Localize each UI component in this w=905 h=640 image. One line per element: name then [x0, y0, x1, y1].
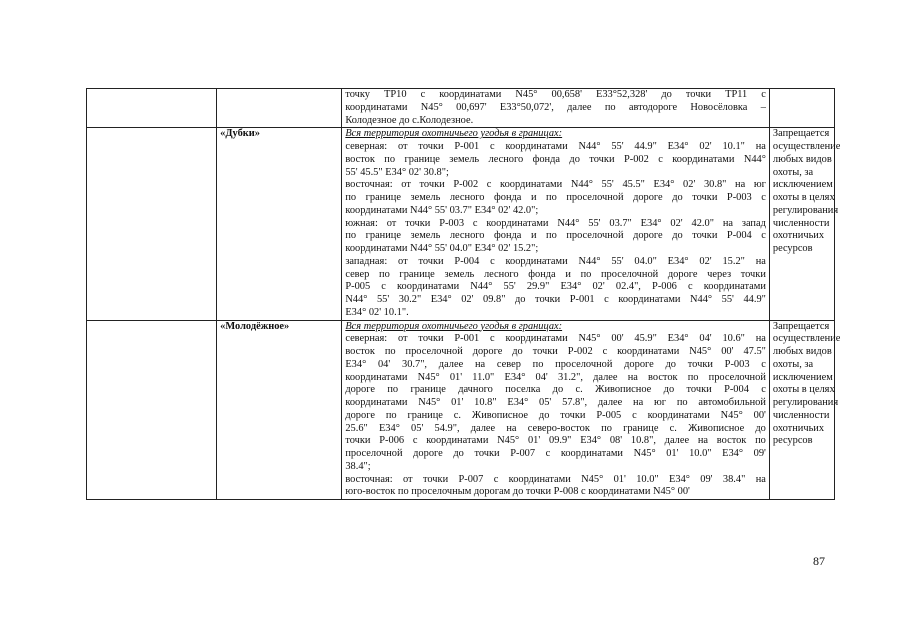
- boundary-line: 55' 45.5" E34° 02' 30.8";: [345, 166, 449, 178]
- boundary-line: север по границе земель лесного фонда и по проселочной дороге через точки: [345, 268, 766, 280]
- restriction-line: исключением: [772, 371, 833, 383]
- restriction-cell: [769, 128, 841, 320]
- boundary-line: 38.4";: [345, 460, 371, 472]
- boundary-line: координатами N44° 55' 04.0" E34° 02' 15.2";: [345, 243, 539, 254]
- ground-name: «Молодёжное»: [220, 320, 290, 332]
- ground-name-cell: [217, 320, 342, 500]
- boundary-line: северная: от точки Р-001 с координатами N44° 55' 44.9" E34° 02' 10.1" на: [345, 141, 766, 152]
- ground-name: «Дубки»: [220, 128, 260, 140]
- restriction-line: охоты в целях: [772, 384, 835, 396]
- boundary-line: N44° 55' 30.2" E34° 02' 09.8" до точки Р-001 с координатами N44° 55' 44.9": [345, 294, 766, 305]
- boundary-line: E34° 02' 10.1".: [345, 306, 409, 318]
- boundary-line: E34° 04' 30.7", далее на север по проселочной дороге до точки Р-003 с: [345, 358, 766, 370]
- boundary-description-cell: [342, 320, 770, 500]
- boundary-description-cell: [342, 89, 770, 128]
- boundary-line: координатами N44° 55' 03.7" E34° 02' 42.0";: [345, 204, 539, 216]
- boundary-description-cell: [342, 128, 770, 320]
- ground-name-cell: [217, 89, 342, 128]
- table-row: [87, 320, 835, 500]
- boundary-line: проселочной дороге до точки Р-007 с координатами N45° 01' 10.0" E34° 09': [345, 448, 766, 459]
- boundary-line: восточная: от точки Р-007 с координатами N45° 01' 10.0" E34° 09' 38.4" на: [345, 473, 766, 485]
- boundary-line: координатами N45° 01' 10.8" E34° 05' 57.8", далее на юг по автомобильной: [345, 397, 766, 408]
- table-row: [87, 128, 835, 320]
- restriction-line: Запрещается: [772, 128, 830, 140]
- boundary-heading: Вся территория охотничьего угодья в границах:: [345, 128, 563, 140]
- empty-cell: [87, 320, 217, 500]
- restriction-line: регулирования: [772, 204, 839, 216]
- boundary-line: восток по проселочной дороге до точки Р-002 с координатами N45° 00' 47.5": [345, 346, 766, 357]
- boundary-line: южная: от точки Р-003 с координатами N44° 55' 03.7" E34° 02' 42.0" на запад: [345, 217, 766, 229]
- boundary-line: по границе земель лесного фонда и по проселочной дороге до точки Р-004 с: [345, 230, 766, 242]
- restriction-line: осуществление: [772, 141, 841, 152]
- restriction-line: численности: [772, 217, 830, 229]
- restriction-line: исключением: [772, 179, 833, 191]
- restriction-line: охотничьих: [772, 422, 825, 434]
- boundary-line: восточная: от точки Р-002 с координатами N44° 55' 45.5" E34° 02' 30.8" на юг: [345, 179, 766, 191]
- restriction-line: осуществление: [772, 333, 841, 345]
- boundary-line: точку ТР10 с координатами N45° 00,658' E33°52,328' до точки ТР11 с: [345, 89, 766, 100]
- restriction-line: ресурсов: [772, 435, 813, 447]
- restriction-line: любых видов: [772, 153, 832, 165]
- restriction-line: охоты, за: [772, 166, 814, 178]
- restriction-line: охоты в целях: [772, 192, 835, 203]
- restriction-cell: [769, 320, 841, 500]
- restriction-line: регулирования: [772, 397, 839, 408]
- restriction-cell: [769, 89, 834, 128]
- ground-name-cell: [217, 128, 342, 320]
- restriction-line: охоты, за: [772, 358, 814, 370]
- boundary-line: Колодезное до с.Колодезное.: [345, 114, 474, 126]
- boundary-line: восток по границе земель лесного фонда до точки Р-002 с координатами N44°: [345, 153, 766, 165]
- boundary-line: координатами N45° 00,697' E33°50,072', далее по автодороге Новосёловка –: [345, 101, 766, 113]
- table-body: [87, 89, 841, 500]
- boundary-line: 25.6" E34° 05' 54.9", далее на северо-восток по границе с. Живописное до: [345, 422, 766, 434]
- restriction-line: охотничьих: [772, 230, 825, 242]
- boundary-line: западная: от точки Р-004 с координатами N44° 55' 04.0" E34° 02' 15.2" на: [345, 255, 766, 267]
- boundary-line: северная: от точки Р-001 с координатами N45° 00' 45.9" E34° 04' 10.6" на: [345, 333, 766, 345]
- boundary-line: дороге по границе с. Живописное до точки Р-005 с координатами N45° 00': [345, 409, 766, 421]
- restriction-line: численности: [772, 409, 830, 421]
- boundary-line: дороге по границе дачного поселка до с. Живописное до точки Р-004 с: [345, 384, 766, 396]
- boundary-line: координатами N45° 01' 11.0" E34° 04' 31.2", далее на восток по проселочной: [345, 371, 766, 383]
- boundary-heading: Вся территория охотничьего угодья в границах:: [345, 320, 563, 332]
- restriction-line: любых видов: [772, 346, 832, 357]
- table-row: [87, 89, 835, 128]
- boundary-line: точки Р-006 с координатами N45° 01' 09.9" E34° 08' 10.8", далее на восток по: [345, 435, 766, 447]
- restriction-line: Запрещается: [772, 320, 830, 332]
- page-number: 87: [813, 554, 825, 568]
- restriction-line: ресурсов: [772, 243, 813, 254]
- empty-cell: [87, 128, 217, 320]
- hunting-grounds-table: [86, 88, 841, 500]
- boundary-line: Р-005 с координатами N44° 55' 29.9" E34° 02' 02.4", Р-006 с координатами: [345, 281, 766, 293]
- boundary-line: по границе земель лесного фонда и по проселочной дороге до точки Р-003 с: [345, 192, 766, 203]
- empty-cell: [87, 89, 217, 128]
- boundary-line: юго-восток по проселочным дорогам до точки Р-008 с координатами N45° 00': [345, 486, 690, 498]
